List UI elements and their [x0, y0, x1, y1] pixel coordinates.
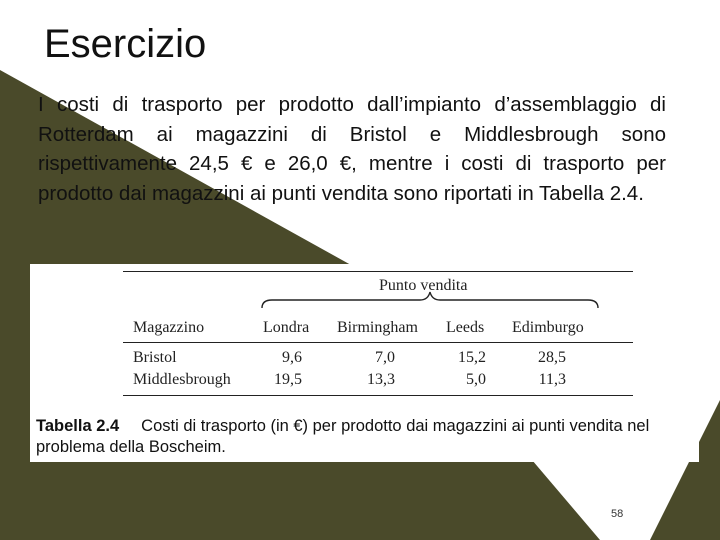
row-header: Magazzino — [133, 319, 205, 336]
slide-body-text: I costi di trasporto per prodotto dall’impianto d’assemblaggio di Rotterdam ai magazzini di Bristol e Middlesbrough sono rispettivamente 24,5 € e 26,0 €, mentre i costi di trasporto per prodotto dai magazzini ai punti vendita sono riportati in Tabella 2.4. — [38, 93, 666, 205]
table-bottom-rule — [123, 395, 633, 396]
caption-text: Costi di trasporto (in €) per prodotto dai magazzini ai punti vendita nel problema della Boscheim. — [36, 417, 650, 456]
table-cell: 11,3 — [538, 371, 566, 388]
table-cell: 19,5 — [274, 371, 302, 388]
table-figure — [30, 264, 699, 462]
table-cell: 28,5 — [538, 349, 566, 366]
slide-title: Esercizio — [44, 22, 207, 66]
table-cell: 9,6 — [282, 349, 302, 366]
caption-label: Tabella 2.4 — [36, 417, 120, 435]
row-label-middlesbrough: Middlesbrough — [133, 371, 231, 388]
column-header-londra: Londra — [263, 319, 310, 336]
page-number: 58 — [611, 508, 624, 520]
group-header: Punto vendita — [379, 277, 468, 294]
table-cell: 13,3 — [367, 371, 395, 388]
column-header-edimburgo: Edimburgo — [512, 319, 584, 336]
table-header-rule — [123, 342, 633, 343]
table-cell: 7,0 — [375, 349, 395, 366]
table-caption — [36, 416, 696, 458]
table-cell: 15,2 — [458, 349, 486, 366]
table-cell: 5,0 — [466, 371, 486, 388]
table-top-rule — [123, 271, 633, 272]
column-header-leeds: Leeds — [446, 319, 485, 336]
row-label-bristol: Bristol — [133, 349, 177, 366]
column-header-birmingham: Birmingham — [337, 319, 418, 336]
column-brace — [260, 290, 600, 312]
